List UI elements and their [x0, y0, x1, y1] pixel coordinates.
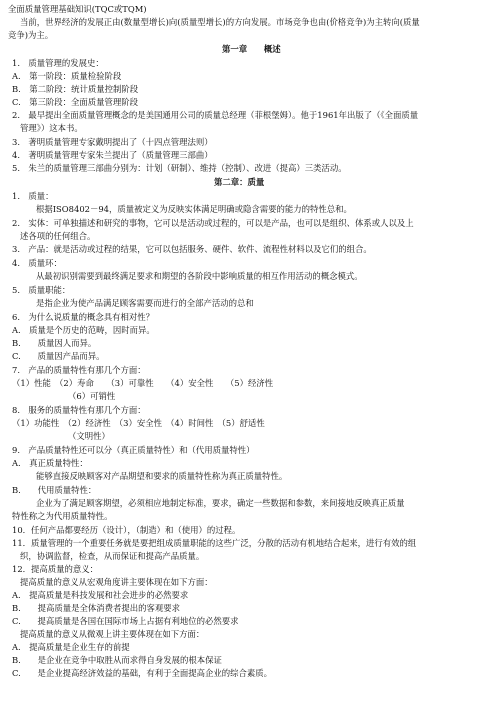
numbered-item: B. 是企业在竞争中取胜从而求得自身发展的根本保证 — [12, 655, 222, 665]
section-heading: 第一章 概述 — [222, 44, 281, 54]
numbered-item: 5. 质量职能： — [12, 285, 71, 295]
numbered-item: A. 真正质量特性： — [12, 458, 88, 468]
text-line: （1）性能 （2）寿命 （3）可靠性 （4）安全性 （5）经济性 — [12, 378, 274, 388]
text-line: （文明性） — [68, 431, 110, 441]
numbered-item: 2. 最早提出全面质量管理概念的是美国通用公司的质量总经理（菲根堡姆）。他于1961年出版了（《全面质量 — [12, 110, 419, 120]
section-heading: 第二章：质量 — [214, 177, 265, 187]
numbered-item: C. 第三阶段：全面质量管理阶段 — [12, 97, 139, 107]
numbered-item: C. 提高质量是各国在国际市场上占据有利地位的必然要求 — [12, 616, 239, 626]
numbered-item: C. 是企业提高经济效益的基础，有利于全面提高企业的综合素质。 — [12, 668, 273, 678]
text-line: 从最初识别需要到最终满足要求和期望的各阶段中影响质量的相互作用活动的概念模式。 — [36, 271, 363, 281]
text-line: 全面质量管理基础知识(TQC或TQM) — [8, 4, 147, 14]
numbered-item: 1. 质量管理的发展史： — [12, 58, 104, 68]
numbered-item: 10．任何产品都要经历（设计），（制造）和（使用）的过程。 — [12, 525, 241, 535]
numbered-item: 11．质量管理的一个重要任务就是要把组成质量职能的这些广泛，分散的活动有机地结合起来，进行有效的组 — [12, 538, 417, 548]
numbered-item: 12．提高质量的意义： — [12, 564, 99, 574]
numbered-item: B. 质量因人而异。 — [12, 338, 97, 348]
text-line: （6）可销性 — [68, 391, 116, 401]
text-line: 能够直接反映顾客对产品期望和要求的质量特性称为真正质量特性。 — [36, 471, 288, 481]
text-line: 是指企业为使产品满足顾客需要而进行的全部产活动的总和 — [36, 298, 254, 308]
numbered-item: 3. 著明质量管理专家戴明提出了（十四点管理法则） — [12, 137, 213, 147]
numbered-item: B. 第二阶段：统计质量控制阶段 — [12, 84, 139, 94]
numbered-item: 7. 产品的质量特性有那几个方面： — [12, 365, 146, 375]
text-line: 述各项的任何组合。 — [20, 231, 96, 241]
numbered-item: 5. 朱兰的质量管理三部曲分别为：计划（研制）、维持（控制）、改进（提高）三类活动。 — [12, 163, 347, 173]
text-line: 织，协调监督，检查，从而保证和提高产品质量。 — [20, 551, 205, 561]
numbered-item: 4. 质量环： — [12, 258, 62, 268]
numbered-item: 4. 著明质量管理专家朱兰提出了（质量管理三部曲） — [12, 150, 213, 160]
numbered-item: A. 提高质量是企业生存的前提 — [12, 642, 130, 652]
numbered-item: 1. 质量： — [12, 191, 54, 201]
text-line: 企业为了满足顾客期望，必须相应地制定标准，要求，确定一些数据和参数，来间接地反映真正质量 — [36, 498, 405, 508]
numbered-item: 6. 为什么说质量的概念具有相对性？ — [12, 312, 154, 322]
text-line: 当前，世界经济的发展正由(数量型增长)向(质量型增长)的方向发展。市场竞争也由(价格竞争)为主转向(质量 — [20, 17, 420, 27]
numbered-item: 3. 产品：就是活动或过程的结果，它可以包括服务、硬件、软件、流程性材料以及它们的组合。 — [12, 244, 372, 254]
numbered-item: 8. 服务的质量特性有那几个方面： — [12, 405, 146, 415]
text-line: 竞争)为主。 — [8, 30, 54, 40]
text-line: （1）功能性 （2）经济性 （3）安全性 （4）时间性 （5）舒适性 — [12, 418, 265, 428]
text-line: 根据ISO8402－94，质量被定义为反映实体满足明确或隐含需要的能力的特性总和。 — [36, 204, 352, 214]
numbered-item: B. 代用质量特性： — [12, 485, 97, 495]
text-line: 提高质量的意义从微观上讲主要体现在如下方面： — [20, 629, 205, 639]
numbered-item: A. 第一阶段：质量检验阶段 — [12, 71, 122, 81]
numbered-item: A. 质量是个历史的范畴，因时而异。 — [12, 325, 155, 335]
text-line: 管理》）这本书。 — [20, 123, 83, 133]
numbered-item: 2. 实体：可单独描述和研究的事物，它可以是活动或过程的，可以是产品，也可以是组织、体系或人以及上 — [12, 218, 414, 228]
text-line: 特性称之为代用质量特性。 — [12, 511, 113, 521]
numbered-item: B. 提高质量是全体消费者提出的客观要求 — [12, 603, 180, 613]
numbered-item: C. 质量因产品而异。 — [12, 351, 105, 361]
numbered-item: 9. 产品质量特性还可以分（真正质量特性）和（代用质量特性） — [12, 445, 255, 455]
numbered-item: A. 提高质量是科技发展和社会进步的必然要求 — [12, 590, 189, 600]
text-line: 提高质量的意义从宏观角度讲主要体现在如下方面： — [20, 577, 213, 587]
